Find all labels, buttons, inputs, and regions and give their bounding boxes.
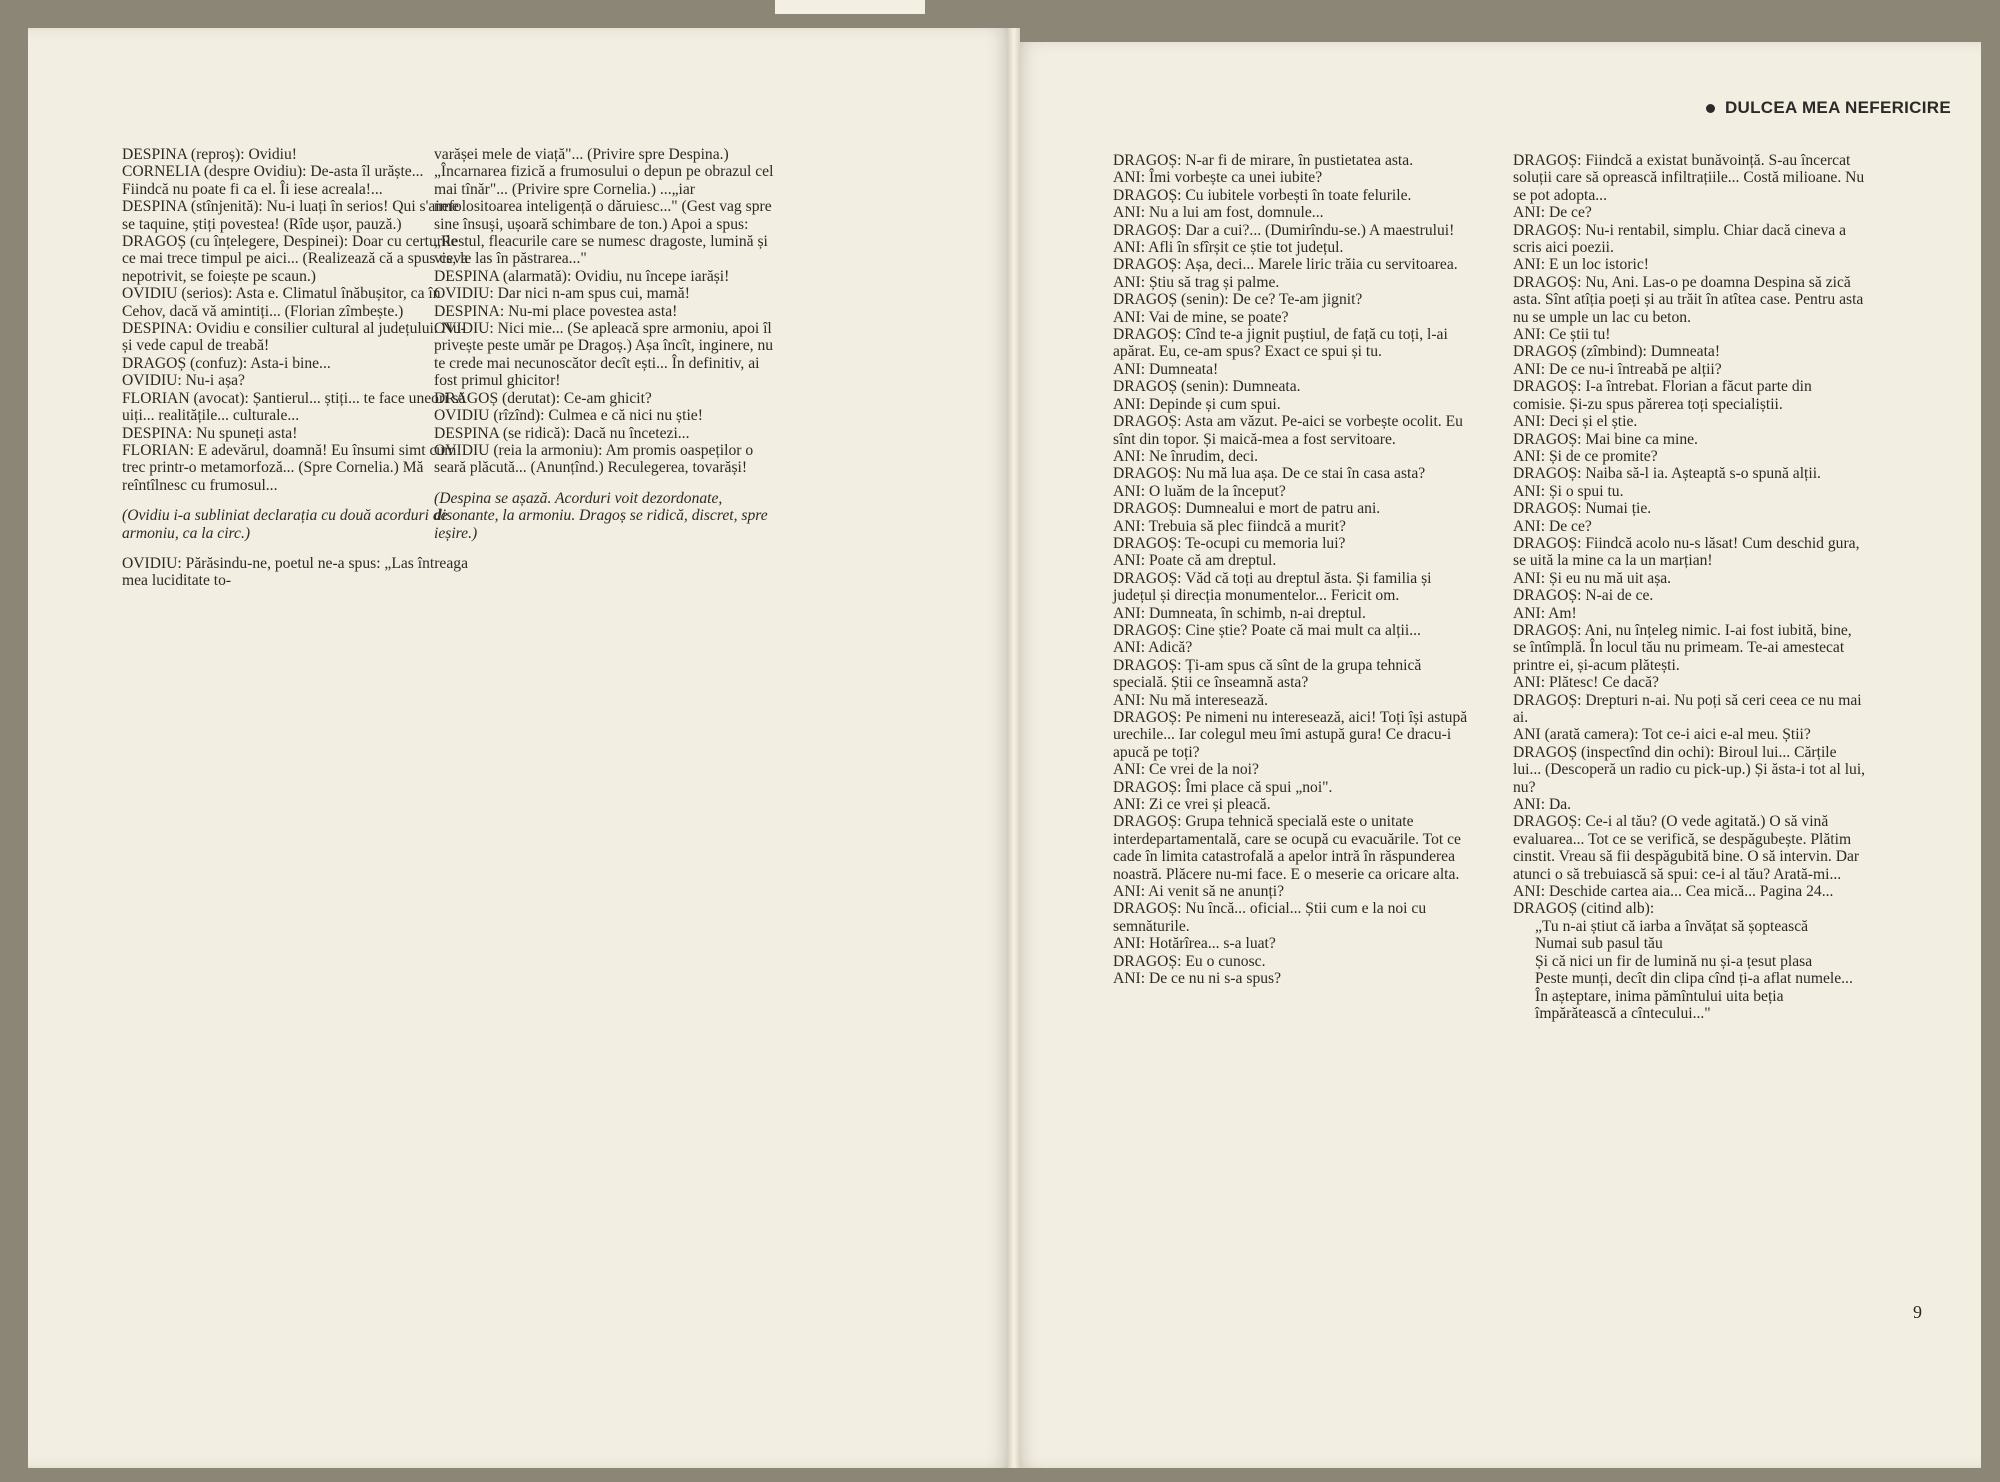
text-line: ANI: De ce? [1513,517,1592,535]
text-line: ANI: Îmi vorbește ca unei iubite? [1113,169,1323,187]
text-line: DRAGOȘ (citind alb): [1513,900,1655,918]
text-line: ANI: Nu a lui am fost, domnule... [1113,204,1324,222]
text-line: ANI: Plătesc! Ce dacă? [1513,674,1659,692]
paper-strip [775,0,925,14]
text-line: DRAGOȘ: Fiindcă a existat bunăvoință. S-au încercat soluții care să oprească infiltrațiile... Costă milioane. Nu se pot adopta... [1513,152,1865,204]
text-line: ANI: Deschide cartea aia... Cea mică... Pagina 24... [1513,883,1834,901]
text-line: DRAGOȘ: Cine știe? Poate că mai mult ca alții... [1113,621,1421,639]
text-line: DRAGOȘ: Nu-i rentabil, simplu. Chiar dacă cineva a scris aici poezii. [1513,221,1847,257]
text-line: ANI: Și de ce promite? [1513,447,1658,465]
text-line: DRAGOȘ: Grupa tehnică specială este o unitate interdepartamentală, care se ocupă cu evacuările. Tot ce cade în limita catastrofală a apelor intră în răspunderea noastră. Plăcere nu-mi face. E o meserie ca oricare alta. [1113,813,1461,883]
text-line: DRAGOȘ (cu înțelegere, Despinei): Doar cu certurile ce mai trece timpul pe aici... (Realizează că a spus ceva nepotrivit, se foiește pe scaun.) [122,233,468,285]
bullet-icon [1706,104,1715,113]
text-line: DRAGOȘ: Dumnealui e mort de patru ani. [1113,500,1381,518]
text-line: ANI: Poate că am dreptul. [1113,552,1277,570]
stage-direction: (Ovidiu i-a subliniat declarația cu două acorduri de armoniu, ca la circ.) [122,507,448,542]
left-column-1 [122,146,472,590]
text-line: DRAGOȘ: Nu mă lua așa. De ce stai în casa asta? [1113,465,1426,483]
text-line: DRAGOȘ: Cu iubitele vorbești în toate felurile. [1113,186,1412,204]
text-line: ANI: Știu să trag și palme. [1113,273,1280,291]
right-column-2 [1513,152,1868,1022]
running-header [1706,98,1951,118]
text-line: OVIDIU: Dar nici n-am spus cui, mamă! [434,285,690,303]
text-line: ANI: De ce? [1513,204,1592,222]
text-line: DRAGOȘ: Dar a cui?... (Dumirîndu-se.) A maestrului! [1113,221,1455,239]
text-line: DESPINA (stînjenită): Nu-i luați în serios! Qui s'aime se taquine, știți povestea! (Rîde ușor, pauză.) [122,198,459,233]
text-line: ANI: Ai venit să ne anunți? [1113,883,1285,901]
text-line: DESPINA: Ovidiu e consilier cultural al județului. Nu-și vede capul de treabă! [122,320,466,355]
text-line: DRAGOȘ: Îmi place că spui „noi". [1113,778,1333,796]
text-line: ANI: Ce vrei de la noi? [1113,761,1259,779]
text-line: ANI: De ce nu-i întreabă pe alții? [1513,360,1722,378]
poem-line: „Tu n-ai știut că iarba a învățat să șoptească [1535,917,1809,935]
text-line: DESPINA: Nu-mi place povestea asta! [434,302,678,320]
text-line: ANI (arată camera): Tot ce-i aici e-al meu. Știi? [1513,726,1811,744]
text-line: ANI: Zi ce vrei și pleacă. [1113,796,1271,814]
text-line: ANI: Adică? [1113,639,1193,657]
poem-line: Numai sub pasul tău [1535,935,1663,953]
text-line: OVIDIU (serios): Asta e. Climatul înăbușitor, ca în Cehov, dacă vă amintiți... (Florian zîmbește.) [122,285,441,320]
text-line: DRAGOȘ: N-ai de ce. [1513,587,1654,605]
text-line: DRAGOȘ: Numai ție. [1513,500,1652,518]
text-line: ANI: Dumneata! [1113,360,1219,378]
text-line: DRAGOȘ: Naiba să-l ia. Așteaptă s-o spună alții. [1513,465,1821,483]
text-line: ANI: Vai de mine, se poate? [1113,308,1289,326]
text-line: DESPINA (se ridică): Dacă nu încetezi... [434,424,690,442]
book-gutter [1008,28,1020,1468]
text-line: DRAGOȘ (senin): De ce? Te-am jignit? [1113,291,1363,309]
text-line: DRAGOȘ (derutat): Ce-am ghicit? [434,389,652,407]
text-line: ANI: Hotărîrea... s-a luat? [1113,935,1276,953]
text-line: ANI: Ce știi tu! [1513,326,1611,344]
text-line: ANI: Afli în sfîrșit ce știe tot județul. [1113,239,1344,257]
text-line: DRAGOȘ: I-a întrebat. Florian a făcut parte din comisie. Și-zu spus părerea toți specialiștii. [1513,378,1812,413]
text-line: ANI: Deci și el știe. [1513,413,1638,431]
text-line: DRAGOȘ: Cînd te-a jignit puștiul, de față cu toți, l-ai apărat. Eu, ce-am spus? Exact ce spui și tu. [1113,326,1448,361]
text-line: DESPINA: Nu spuneți asta! [122,424,298,442]
text-line: ANI: O luăm de la început? [1113,482,1286,500]
text-line: DRAGOȘ: Nu, Ani. Las-o pe doamna Despina să zică asta. Sînt atîția poeți și au trăit în atîtea case. Pentru asta nu se umple un lac cu beton. [1513,273,1864,326]
text-line: ANI: Nu mă interesează. [1113,691,1269,709]
text-line: ANI: Dumneata, în schimb, n-ai dreptul. [1113,604,1366,622]
text-line: DRAGOȘ: Așa, deci... Marele liric trăia cu servitoarea. [1113,256,1458,274]
text-line: DRAGOȘ: Văd că toți au dreptul ăsta. Și familia și județul și direcția monumentelor... Fericit om. [1113,569,1432,605]
text-line: OVIDIU (rîzînd): Culmea e că nici nu știe! [434,407,703,425]
text-line: OVIDIU (reia la armoniu): Am promis oaspeților o seară plăcută... (Anunțînd.) Reculegerea, tovarăși! [434,441,754,477]
text-line: DRAGOȘ: Pe nimeni nu interesează, aici! Toți își astupă urechile... Iar colegul meu îmi astupă gura! Ce dracu-i apucă pe toți? [1113,709,1468,761]
text-line: ANI: Depinde și cum spui. [1113,395,1281,413]
right-page [1013,42,1981,1468]
text-line: OVIDIU: Părăsindu-ne, poetul ne-a spus: „Las întreaga mea luciditate to- [122,554,468,590]
text-line: DRAGOȘ: Drepturi n-ai. Nu poți să ceri ceea ce nu mai ai. [1513,691,1862,726]
left-column-2 [434,146,784,542]
text-line: DRAGOȘ: Fiindcă acolo nu-s lăsat! Cum deschid gura, se uită la mine ca la un marțian! [1513,534,1860,570]
text-line: ANI: Trebuia să plec fiindcă a murit? [1113,517,1346,535]
text-line: ANI: E un loc istoric! [1513,256,1649,274]
text-line: DRAGOȘ: Ți-am spus că sînt de la grupa tehnică specială. Știi ce înseamnă asta? [1113,656,1422,692]
text-line: FLORIAN (avocat): Șantierul... știți... te face uneori să uiți... realitățile... culturale... [122,389,466,425]
text-line: ANI: Și o spui tu. [1513,482,1624,500]
text-line: ANI: De ce nu ni s-a spus? [1113,970,1282,988]
right-column-1 [1113,152,1468,988]
text-line: OVIDIU: Nici mie... (Se apleacă spre armoniu, apoi îl privește peste umăr pe Dragoș.) Așa încît, inginere, nu te crede mai necunoscător decît ești... În definitiv, ai fost primul ghicitor! [434,320,774,390]
poem-line: Și că nici un fir de lumină nu și-a țesut plasa [1535,952,1813,970]
text-line: DRAGOȘ: N-ar fi de mirare, în pustietatea asta. [1113,152,1414,169]
left-page [28,28,1013,1468]
text-line: DESPINA (reproș): Ovidiu! [122,146,297,163]
text-line: ANI: Și eu nu mă uit așa. [1513,569,1672,587]
text-line: DRAGOȘ: Mai bine ca mine. [1513,430,1698,448]
poem-line: Peste munți, decît din clipa cînd ți-a aflat numele... [1535,970,1853,988]
poem-line: În așteptare, inima pămîntului uita bețiа împărătească a cîntecului..." [1535,987,1784,1022]
text-line: DRAGOȘ: Te-ocupi cu memoria lui? [1113,534,1346,552]
text-line: DRAGOȘ: Nu încă... oficial... Știi cum e la noi cu semnăturile. [1113,900,1427,935]
text-line: DRAGOȘ (senin): Dumneata. [1113,378,1301,396]
text-line: ANI: Am! [1513,604,1577,622]
text-line: ANI: Da. [1513,796,1572,814]
text-line: DRAGOȘ (zîmbind): Dumneata! [1513,343,1721,361]
running-title: DULCEA MEA NEFERICIRE [1724,98,1951,117]
stage-direction: (Despina se așază. Acorduri voit dezordonate, disonante, la armoniu. Dragoș se ridică, discret, spre ieșire.) [434,489,768,542]
text-line: CORNELIA (despre Ovidiu): De-asta îl urăște... Fiindcă nu poate fi ca el. Îi iese acreala!... [122,163,424,198]
text-line: ANI: Ne înrudim, deci. [1113,447,1259,465]
text-line: DRAGOȘ (inspectînd din ochi): Biroul lui... Cărțile lui... (Descoperă un radio cu pick-up.) Și ăsta-i tot al lui, nu? [1513,743,1866,796]
text-line: DRAGOȘ (confuz): Asta-i bine... [122,354,331,372]
text-line: OVIDIU: Nu-i așa? [122,372,245,390]
text-line: DRAGOȘ: Asta am văzut. Pe-aici se vorbește ocolit. Eu sînt din topor. Și maică-mea a fost servitoare. [1113,413,1463,448]
page-number-right: 9 [1913,1302,1922,1322]
text-line: DRAGOȘ: Ce-i al tău? (O vede agitată.) O să vină evaluarea... Tot ce se verifică, se despăgubește. Plătim cinstit. Vreau să fii despăgubită bine. O să intervin. Dar atunci o să trebuiască să spui: ce-i al tău? Arată-mi... [1513,813,1860,883]
text-line: DESPINA (alarmată): Ovidiu, nu începe iarăși! [434,267,730,285]
text-line: DRAGOȘ: Ani, nu înțeleg nimic. I-ai fost iubită, bine, se întîmplă. În locul tău nu primeam. Te-ai amestecat printre ei, și-acum plătești. [1513,621,1852,674]
text-line: varășei mele de viață"... (Privire spre Despina.) „Încarnarea fizică a frumosului o depun pe obrazul cel mai tînăr"... (Privire spre Cornelia.) ...„iar nefolositoarea inteligență o dăruiesc..." (Gest vag spre sine însuși, ușoară schimbare de ton.) Apoi a spus: „Restul, fleacurile care se numesc dragoste, lumină și vis, le las în păstrarea..." [434,146,774,268]
text-line: DRAGOȘ: Eu o cunosc. [1113,952,1266,970]
text-line: FLORIAN: E adevărul, doamnă! Eu însumi simt cum trec printr-o metamorfoză... (Spre Cornelia.) Mă reîntîlnesc cu frumosul... [122,441,457,494]
